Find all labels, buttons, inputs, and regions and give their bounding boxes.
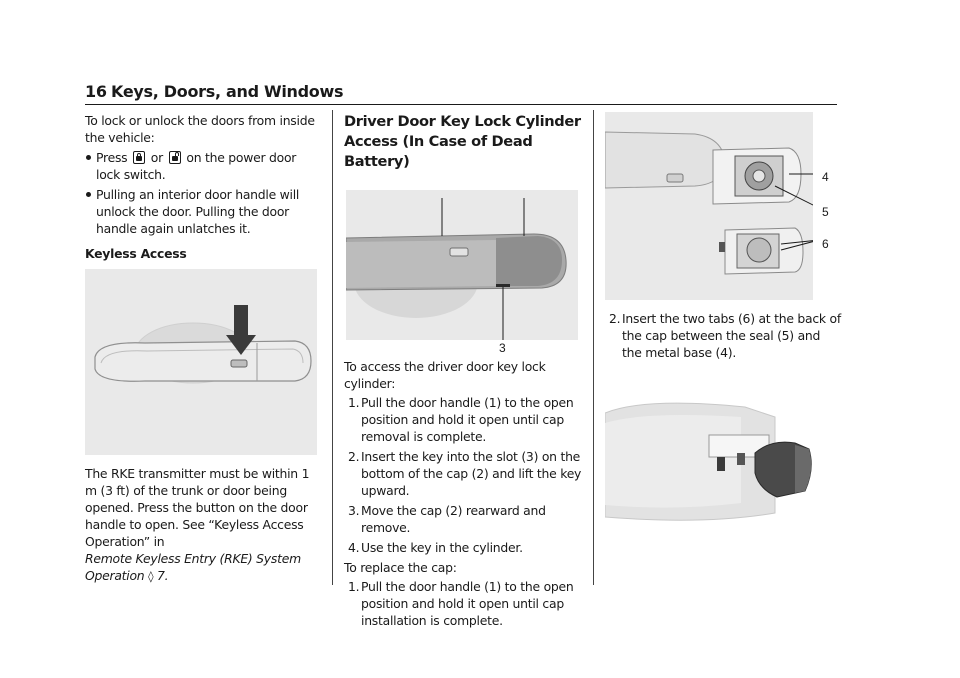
list-item: [344, 539, 582, 556]
keyless-access-figure: [85, 269, 317, 455]
callout-label: 6: [822, 237, 829, 251]
tabs-figure-wrap: [605, 112, 843, 300]
step-number: 2.: [609, 311, 621, 326]
driver-door-figure-wrap: [344, 190, 582, 355]
xref-page: 7.: [157, 568, 169, 583]
door-handle-illustration: [85, 269, 317, 455]
section-title: Keys, Doors, and Windows: [111, 82, 344, 101]
callout-label: 3: [499, 341, 506, 355]
list-item: [344, 578, 582, 629]
bullet-text: or: [150, 150, 163, 165]
bullet-text: Pulling an interior door handle will unlock the door. Pulling the door handle again unlatches it.: [96, 187, 300, 236]
step-number: 4.: [348, 540, 360, 555]
step-text: Pull the door handle (1) to the open position and hold it open until cap installation is complete.: [361, 579, 574, 628]
list-item: [605, 310, 843, 361]
handle-cap-illustration: [346, 190, 578, 340]
key-cylinder-figure: [346, 190, 578, 340]
callout-label: 5: [822, 205, 829, 219]
column-left: [85, 112, 321, 585]
replace-intro: To replace the cap:: [344, 560, 457, 575]
section-heading: Driver Door Key Lock Cylinder Access (In Case of Dead Battery): [344, 113, 581, 170]
xref-link[interactable]: Remote Keyless Entry (RKE) System Operation: [85, 551, 301, 583]
bullet-list: [85, 149, 321, 237]
step-number: 3.: [348, 503, 360, 518]
bullet-text: Press: [96, 150, 128, 165]
list-item: [344, 448, 582, 499]
callout-label: 4: [822, 170, 829, 184]
lock-icon: [133, 151, 145, 164]
access-intro: To access the driver door key lock cylinder:: [344, 359, 546, 391]
column-middle: [344, 112, 582, 632]
list-item: [85, 149, 321, 183]
intro-text: To lock or unlock the doors from inside the vehicle:: [85, 113, 315, 145]
subheading-keyless-access: Keyless Access: [85, 246, 187, 261]
step-text: Use the key in the cylinder.: [361, 540, 523, 555]
list-item: [85, 186, 321, 237]
column-right: [605, 112, 843, 547]
list-item: [344, 394, 582, 445]
step-text: Insert the key into the slot (3) on the bottom of the cap (2) and lift the key upward.: [361, 449, 582, 498]
bullet-text: on the power door lock switch.: [96, 150, 297, 182]
step-number: 2.: [348, 449, 360, 464]
cylinder-seal-illustration: [605, 112, 813, 300]
page-number: 16: [85, 82, 107, 101]
step-number: 1.: [348, 395, 360, 410]
unlock-icon: [169, 151, 181, 164]
page-ref-icon: ◊: [148, 570, 154, 583]
step-text: Pull the door handle (1) to the open position and hold it open until cap removal is complete.: [361, 395, 574, 444]
cap-install-figure: [605, 393, 836, 547]
seal-base-figure: [605, 112, 813, 300]
page-header: [85, 82, 837, 105]
step-text: Move the cap (2) rearward and remove.: [361, 503, 546, 535]
step-number: 1.: [348, 579, 360, 594]
column-divider: [332, 110, 333, 585]
step-text: Insert the two tabs (6) at the back of the cap between the seal (5) and the metal base (4).: [622, 311, 841, 360]
access-steps: [344, 394, 582, 556]
cap-installation-illustration: [605, 393, 836, 547]
rke-range-text: The RKE transmitter must be within 1 m (3 ft) of the trunk or door being opened. Press the button on the door handle to open. See “Keyless Access Operation” in: [85, 466, 310, 549]
list-item: [344, 502, 582, 536]
tabs-step: [605, 310, 843, 361]
column-divider: [593, 110, 594, 585]
replace-steps: [344, 578, 582, 629]
